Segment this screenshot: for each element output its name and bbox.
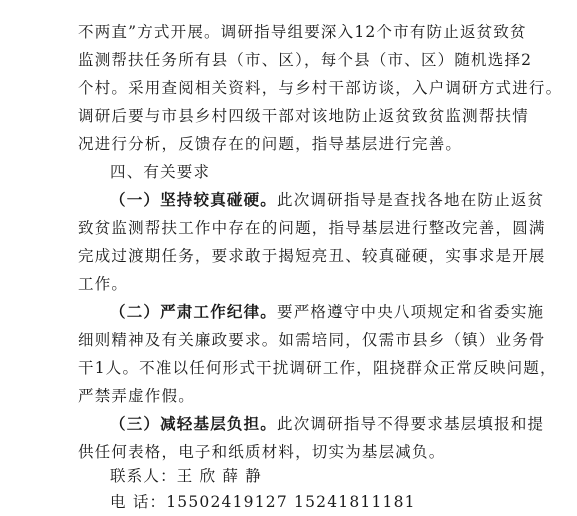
item-2-first-line: [110, 298, 577, 326]
paragraph-line: 供任何表格，电子和纸质材料，切实为基层减负。: [78, 443, 446, 461]
section-heading: 四、有关要求: [110, 163, 211, 181]
paragraph-line: 致贫监测帮扶工作中存在的问题，指导基层进行整改完善，圆满: [78, 219, 546, 237]
paragraph-line: 工作。: [78, 275, 129, 293]
paragraph-line: 调研后要与市县乡村四级干部对该地防止返贫致贫监测帮扶情: [78, 107, 529, 125]
paragraph-line: 监测帮扶任务所有县（市、区），每个县（市、区）随机选择2: [78, 51, 533, 69]
paragraph-line: 细则精神及有关廉政要求。如需培同，仅需市县乡（镇）业务骨: [78, 331, 546, 349]
paragraph-line: 不两直”方式开展。调研指导组要深入12个市有防止返贫致贫: [78, 23, 527, 41]
item-2-keyword: （二）严肃工作纪律。: [110, 302, 278, 321]
item-1-text: 此次调研指导是查找各地在防止返贫: [277, 191, 545, 209]
paragraph-line: 完成过渡期任务，要求敢于揭短亮丑、较真碰硬，实事求是开展: [78, 247, 546, 265]
contact-phone: 电 话：15502419127 15241811181: [110, 493, 416, 511]
paragraph-line: 个村。采用查阅相关资料，与乡村干部访谈，入户调研方式进行。: [78, 79, 563, 97]
item-1-first-line: [110, 186, 577, 214]
item-1-keyword: （一）坚持较真碰硬。: [110, 190, 278, 209]
paragraph-line: 严禁弄虚作假。: [78, 387, 195, 405]
item-3-first-line: [110, 410, 577, 438]
paragraph-line: 干1人。不准以任何形式干扰调研工作，阻挠群众正常反映问题，: [78, 359, 557, 377]
item-3-text: 此次调研指导不得要求基层填报和提: [277, 415, 545, 433]
paragraph-line: 况进行分析，反馈存在的问题，指导基层进行完善。: [78, 135, 463, 153]
contact-name: 联系人：王 欣 薛 静: [110, 467, 262, 485]
item-3-keyword: （三）减轻基层负担。: [110, 414, 278, 433]
item-2-text: 要严格遵守中央八项规定和省委实施: [277, 303, 545, 321]
